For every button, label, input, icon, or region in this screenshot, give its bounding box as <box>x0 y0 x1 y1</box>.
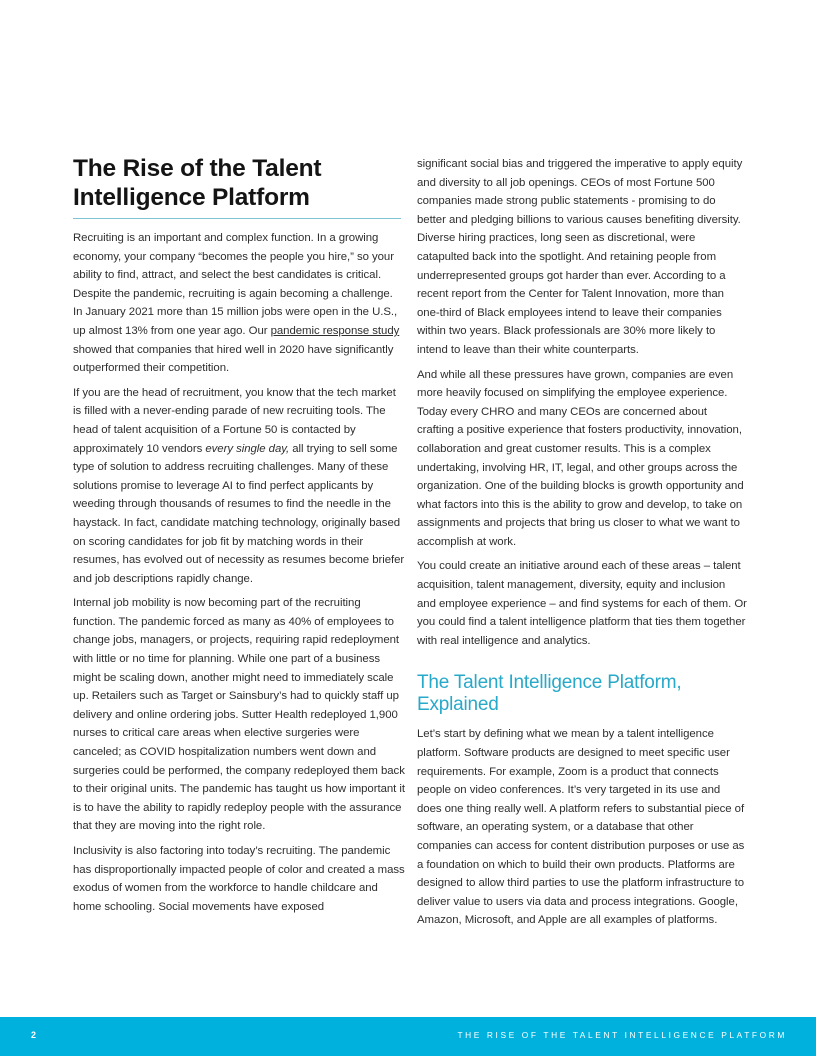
paragraph-intro <box>73 229 405 378</box>
paragraph-platform-definition: Let’s start by defining what we mean by a talent intelligence platform. Software products are designed to meet specific user requirements. For example, Zoom is a product that connects people on video conferences. It’s very targeted in its use and does one thing really well. A platform refers to substantial piece of software, an operating system, or a database that other companies can access for content distribution purposes or use as a foundation on which to build their own products. Platforms are designed to allow third parties to use the platform infrastructure to deliver value to users via data and process integrations. Google, Amazon, Microsoft, and Apple are all examples of platforms. <box>417 728 745 927</box>
paragraph-text: Recruiting is an important and complex function. In a growing economy, your company “becomes the people you hire,” so your ability to find, attract, and select the best candidates is critical. Despite the pandemic, recruiting is again becoming a challenge. In January 2021 more than 15 million jobs were open in the U.S., up almost 13% from one year ago. Our <box>73 232 398 337</box>
paragraph-employee-experience: And while all these pressures have grown, companies are even more heavily focused on simplifying the employee experience. Today every CHRO and many CEOs are concerned about crafting a positive experience that fosters productivity, innovation, collaboration and great customer results. This is a complex undertaking, involving HR, IT, legal, and other groups across the organization. One of the building blocks is growth opportunity and what factors into this is the ability to grow and develop, to take on assignments and projects that bring us closer to what we want to accomplish at work. <box>417 368 744 548</box>
pandemic-response-study-link[interactable]: pandemic response study <box>270 324 400 337</box>
emphasis-text: every single day, <box>205 442 290 455</box>
page-number: 2 <box>31 1030 37 1040</box>
paragraph-initiatives: You could create an initiative around each of these areas – talent acquisition, talent management, diversity, equity and inclusion and employee experience – and find systems for each of them. Or you could find a talent intelligence platform that ties them together with real intelligence and analytics. <box>417 560 747 647</box>
right-column <box>417 155 747 936</box>
footer-bar <box>0 1017 816 1056</box>
running-title: THE RISE OF THE TALENT INTELLIGENCE PLATFORM <box>457 1030 787 1040</box>
paragraph-inclusivity: Inclusivity is also factoring into today’s recruiting. The pandemic has disproportionally impacted people of color and created a mass exodus of women from the workforce to handle childcare and home schooling. Social movements have exposed <box>73 845 405 913</box>
paragraph-social-bias: significant social bias and triggered the imperative to apply equity and diversity to all job openings. CEOs of most Fortune 500 companies made strong public statements - promising to do better and pledging billions to various causes benefiting diversity. Diverse hiring practices, long seen as discretional, were catapulted back into the spotlight. And retaining people from underrepresented groups got harder than ever. According to a recent report from the Center for Talent Innovation, more than one-third of Black employees intend to leave their companies within two years. Black professionals are 30% more likely to intend to leave than their white counterparts. <box>417 158 743 356</box>
page-title: The Rise of the Talent Intelligence Platform <box>73 154 401 219</box>
paragraph-text: If you are the head of recruitment, you know that the tech market is filled with a never-ending parade of new recruiting tools. The head of talent acquisition of a Fortune 50 is contacted by approximately 10 vendors <box>73 386 396 455</box>
paragraph-head-of-recruitment <box>73 384 405 589</box>
left-column <box>73 154 405 922</box>
paragraph-text: all trying to sell some type of solution to address recruiting challenges. Many of these solutions promise to leverage AI to find perfect applicants by weeding through thousands of resumes to find the needle in the haystack. In fact, candidate matching technology, originally based on scoring candidates for job fit by matching words in their resumes, has evolved out of necessity as resumes become briefer and job descriptions rapidly change. <box>73 442 405 585</box>
paragraph-internal-mobility: Internal job mobility is now becoming part of the recruiting function. The pandemic forced as many as 40% of employees to change jobs, managers, or projects, requiring rapid redeployment with little or no time for planning. While one part of a business might be scaling down, another might need to immediately scale up. Retailers such as Target or Sainsbury’s had to quickly staff up delivery and online ordering jobs. Sutter Health redeployed 1,900 nurses to critical care areas when elective surgeries were canceled; as COVID hospitalization numbers went down and surgeries could be performed, the company redeployed them back to their original units. The pandemic has taught us how important it is to have the ability to rapidly redeploy people with the assurance that they are moving into the right role. <box>73 597 405 833</box>
section-heading: The Talent Intelligence Platform, Explained <box>417 672 682 716</box>
paragraph-text: showed that companies that hired well in 2020 have significantly outperformed their competition. <box>73 343 394 375</box>
